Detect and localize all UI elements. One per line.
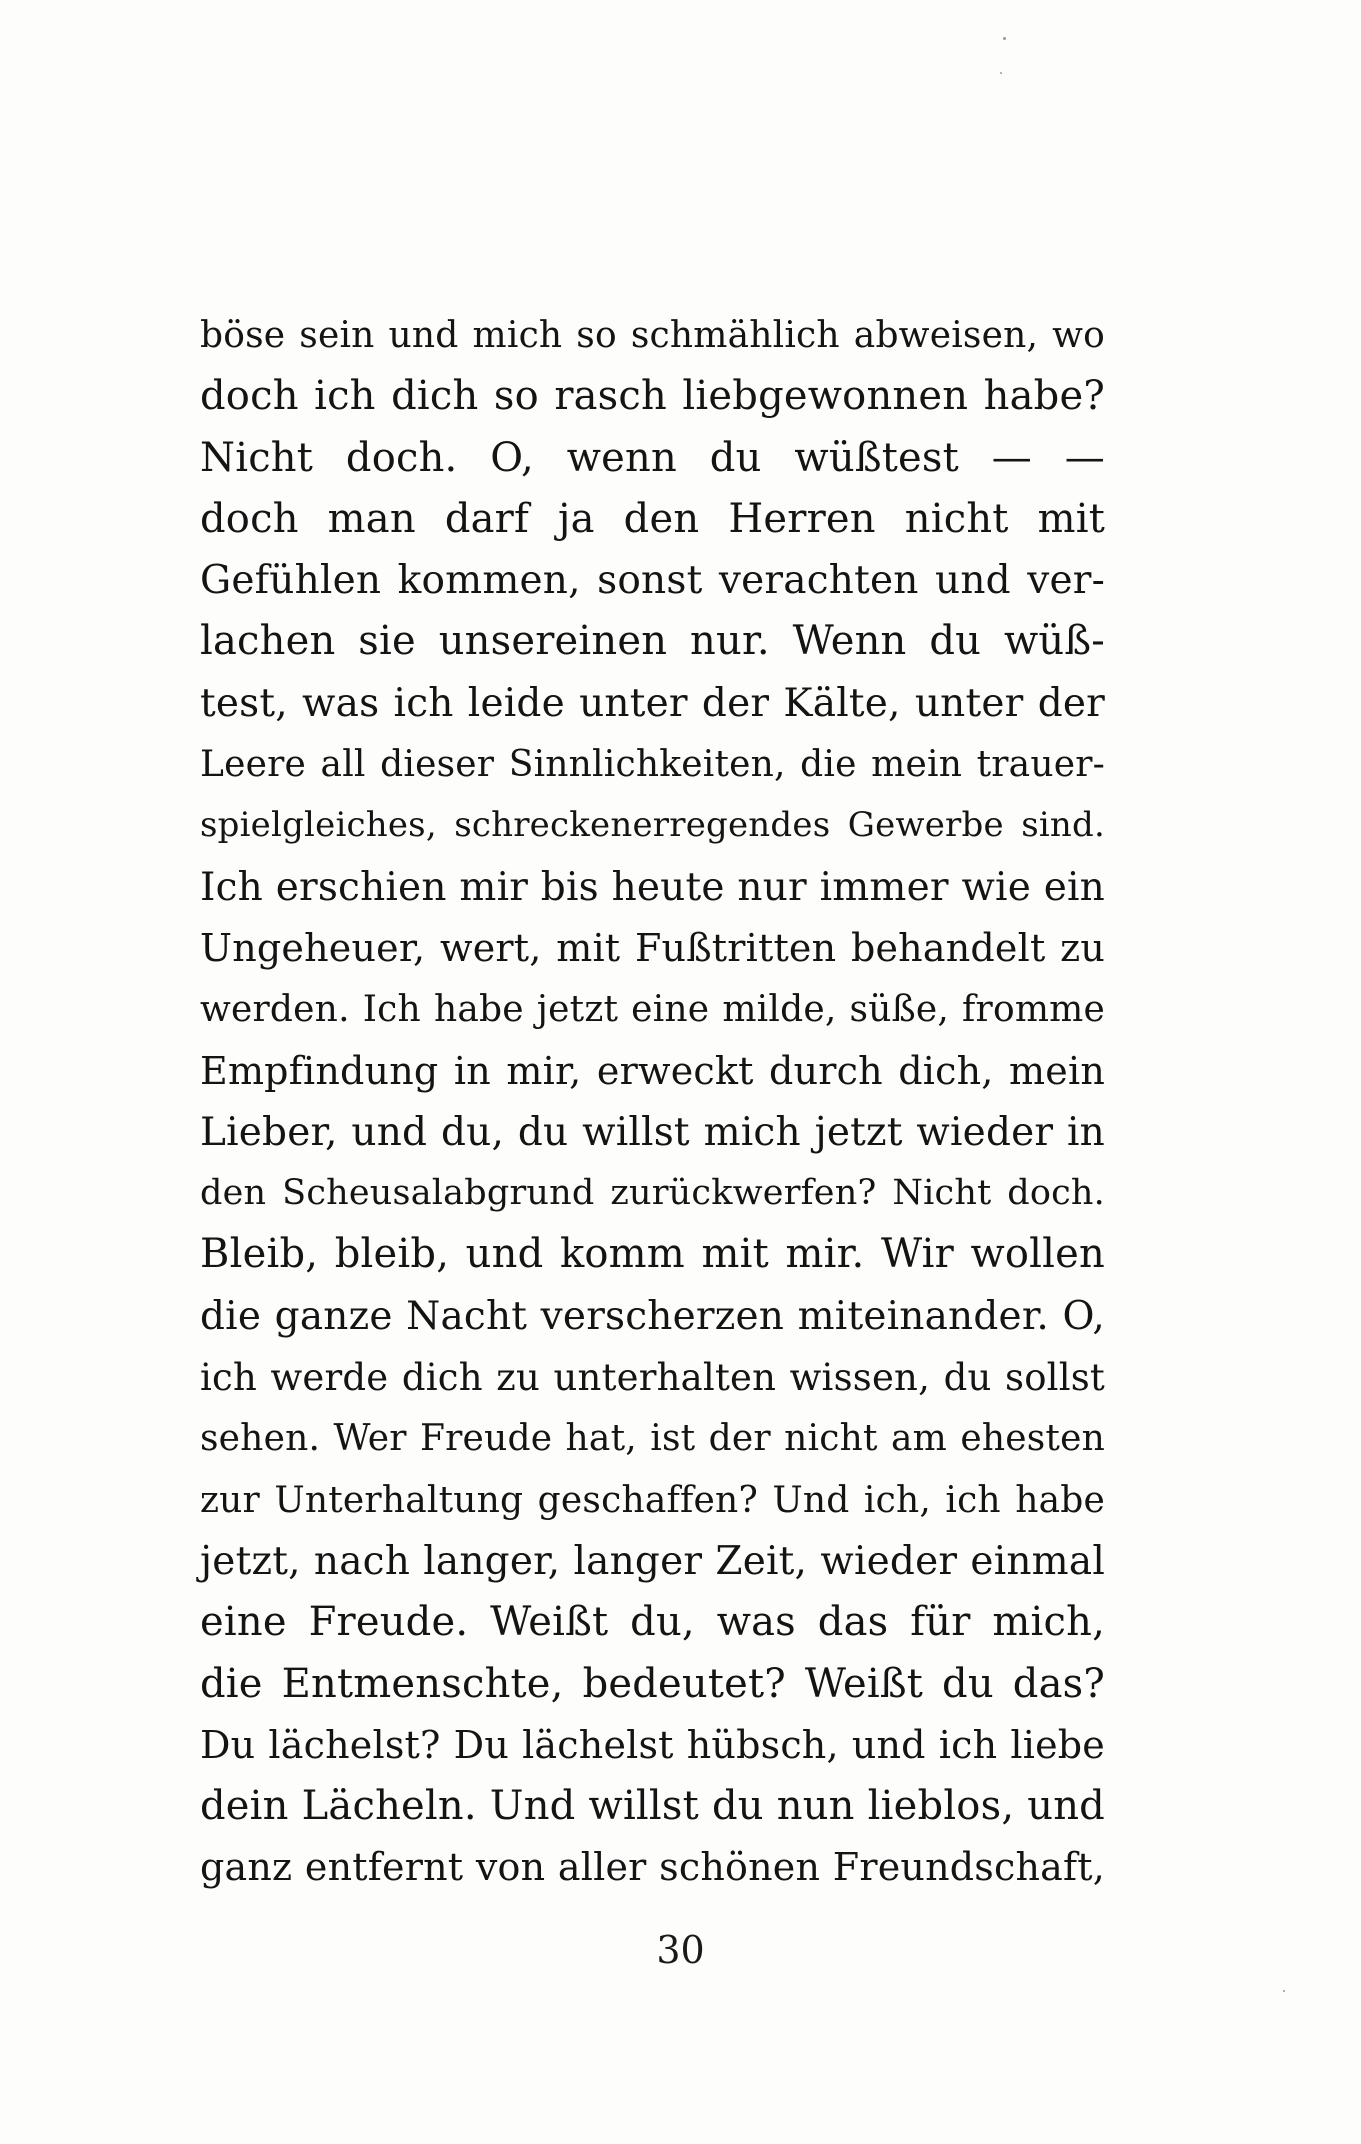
text-line: sehen. Wer Freude hat, ist der nicht am ehesten: [200, 1418, 1105, 1460]
paper-speck: [1003, 37, 1006, 40]
text-line: lachen sie unsereinen nur. Wenn du wüß-: [200, 618, 1105, 665]
text-line: die ganze Nacht verscherzen miteinander. O,: [200, 1293, 1105, 1339]
paper-speck: [1000, 72, 1002, 74]
text-line: jetzt, nach langer, langer Zeit, wieder einmal: [200, 1538, 1105, 1584]
page-number: 30: [656, 1928, 705, 1972]
text-line: doch ich dich so rasch liebgewonnen habe?: [200, 373, 1105, 420]
text-line: ganz entfernt von aller schönen Freundschaft,: [200, 1845, 1105, 1890]
text-line: Lieber, und du, du willst mich jetzt wieder in: [200, 1109, 1105, 1155]
text-line: Gefühlen kommen, sonst verachten und ver-: [200, 558, 1105, 604]
text-line: test, was ich leide unter der Kälte, unter der: [200, 680, 1105, 726]
text-line: zur Unterhaltung geschaffen? Und ich, ich habe: [200, 1479, 1105, 1521]
text-line: Ungeheuer, wert, mit Fußtritten behandelt zu: [200, 925, 1105, 970]
text-line: Du lächelst? Du lächelst hübsch, und ich liebe: [200, 1722, 1105, 1767]
text-line: ich werde dich zu unterhalten wissen, du sollst: [200, 1356, 1105, 1400]
text-line: doch man darf ja den Herren nicht mit: [200, 495, 1105, 542]
text-line: eine Freude. Weißt du, was das für mich,: [200, 1599, 1105, 1646]
text-line: Leere all dieser Sinnlichkeiten, die mein trauer-: [200, 744, 1105, 786]
text-line: die Entmenschte, bedeutet? Weißt du das?: [200, 1660, 1105, 1707]
paper-speck: [1283, 1990, 1285, 1992]
text-line: dein Lächeln. Und willst du nun lieblos, und: [200, 1783, 1105, 1830]
text-line: werden. Ich habe jetzt eine milde, süße, fromme: [200, 989, 1105, 1031]
text-line: böse sein und mich so schmählich abweisen, wo: [200, 315, 1105, 356]
text-line: den Scheusalabgrund zurückwerfen? Nicht doch.: [200, 1173, 1105, 1214]
text-line: Empfindung in mir, erweckt durch dich, mein: [200, 1048, 1105, 1093]
text-line: Nicht doch. O, wenn du wüßtest — —: [200, 434, 1105, 481]
text-line: Ich erschien mir bis heute nur immer wie ein: [200, 864, 1105, 910]
text-line: spielgleiches, schreckenerregendes Gewerbe sind.: [200, 805, 1105, 846]
body-text: [200, 305, 1105, 1899]
text-line: Bleib, bleib, und komm mit mir. Wir wollen: [200, 1231, 1105, 1278]
